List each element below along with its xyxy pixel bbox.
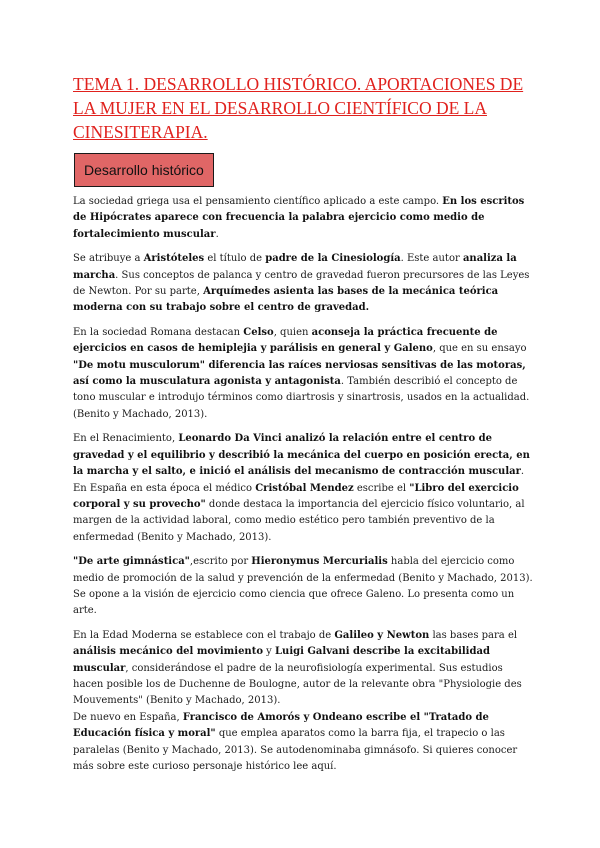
bold-text: Luigi Galvani describe la excitabilidad muscular — [73, 646, 490, 674]
bold-text: Francisco de Amorós y Ondeano escribe el "Tratado de Educación física y moral" — [73, 711, 489, 740]
text-run: En la sociedad Romana destacan — [73, 326, 244, 338]
bold-text: En los escritos de Hipócrates aparece con frecuencia la palabra ejercicio como medio de fortalecimiento muscular — [73, 196, 525, 240]
bold-text: analiza la marcha — [73, 253, 517, 281]
bold-text: "Libro del exercicio corporal y su provecho" — [73, 482, 519, 510]
text-run: habla del ejercicio como medio de promoción de la salud y prevención de la enfermedad (Benito y Machado, 2013). Se opone a la visión de ejercicio como ciencia que ofrece Galeno. Lo presenta como un arte. — [73, 556, 533, 617]
text-run: y — [263, 646, 276, 658]
text-run: . — [215, 228, 219, 240]
bold-text: Aristóteles — [143, 253, 205, 265]
text-run: donde destaca la importancia del ejercicio físico voluntario, al margen de la actividad laboral, como medio estético pero también preventivo de la enfermedad (Benito y Machado, 2013). — [73, 498, 525, 543]
paragraph — [73, 251, 533, 317]
bold-text: "De arte gimnástica" — [73, 556, 190, 568]
text-run: Se atribuye a — [73, 253, 144, 265]
text-run: , considerándose el padre de la neurofisiología experimental. Sus estudios hacen posible los de Duchenne de Boulogne, autor de la relevante obra "Physiologie des Mouvements" (Benito y Machado, 2013). — [73, 662, 522, 707]
text-run: escribe el — [353, 482, 410, 494]
section-heading: Desarrollo histórico — [74, 153, 214, 187]
text-run: En la Edad Moderna se establece con el trabajo de — [73, 629, 335, 641]
paragraph — [73, 194, 533, 243]
text-run: En el Renacimiento, — [73, 433, 179, 445]
paragraph — [73, 325, 533, 423]
paragraph — [73, 628, 533, 710]
text-run: , quien — [273, 326, 312, 338]
text-run: . Sus conceptos de palanca y centro de gravedad fueron precursores de las Leyes de Newton. Por su parte, — [73, 269, 530, 298]
body-text — [73, 194, 533, 783]
bold-text: Hieronymus Mercurialis — [251, 556, 388, 568]
bold-text: padre de la Cinesiología — [265, 253, 401, 265]
paragraph — [73, 554, 533, 620]
bold-text: Cristóbal Mendez — [255, 482, 354, 494]
bold-text: aconseja la práctica frecuente de ejercicios en casos de hemiplejia y parálisis en general y Galeno — [73, 326, 498, 355]
text-run: que emplea aparatos como la barra fija, el trapecio o las paralelas (Benito y Machado, 2013). Se autodenominaba gimnásofo. Si quieres conocer más sobre este curioso personaje histórico lee aquí. — [73, 728, 518, 772]
text-run: . También describió el concepto de tono muscular e introdujo términos como diartrosis y sinartrosis, usados en la actualidad. (Benito y Machado, 2013). — [73, 376, 530, 420]
text-run: De nuevo en España, — [73, 711, 183, 723]
text-run: las bases para el — [429, 629, 518, 641]
bold-text: Celso — [243, 326, 274, 338]
bold-text: "De motu musculorum" diferencia las raíces nerviosas sensitivas de las motoras, así como la musculatura agonista y antagonista — [73, 359, 526, 388]
text-run: La sociedad griega usa el pensamiento científico aplicado a este campo. — [73, 196, 443, 207]
bold-text: Leonardo Da Vinci analizó la relación entre el centro de gravedad y el equilibrio y describió la mecánica del cuerpo en posición erecta, en la marcha y el salto, e inició el análisis del mecanismo de contracción muscular — [73, 433, 530, 478]
text-run: . En España en esta época el médico — [73, 466, 525, 494]
bold-text: Galileo y Newton — [334, 629, 430, 641]
page-title: TEMA 1. DESARROLLO HISTÓRICO. APORTACIONES DE LA MUJER EN EL DESARROLLO CIENTÍFICO DE LA CINESITERAPIA. — [73, 74, 524, 142]
bold-text: análisis mecánico del movimiento — [73, 646, 263, 658]
paragraph — [73, 431, 533, 546]
text-run: , que en su ensayo — [432, 343, 527, 355]
text-run: ,escrito por — [189, 556, 252, 568]
paragraph — [73, 710, 533, 776]
text-run: el título de — [204, 253, 266, 265]
text-run: . Este autor — [400, 253, 463, 265]
bold-text: Arquímedes asienta las bases de la mecánica teórica moderna con su trabajo sobre el centro de gravedad. — [73, 286, 499, 314]
